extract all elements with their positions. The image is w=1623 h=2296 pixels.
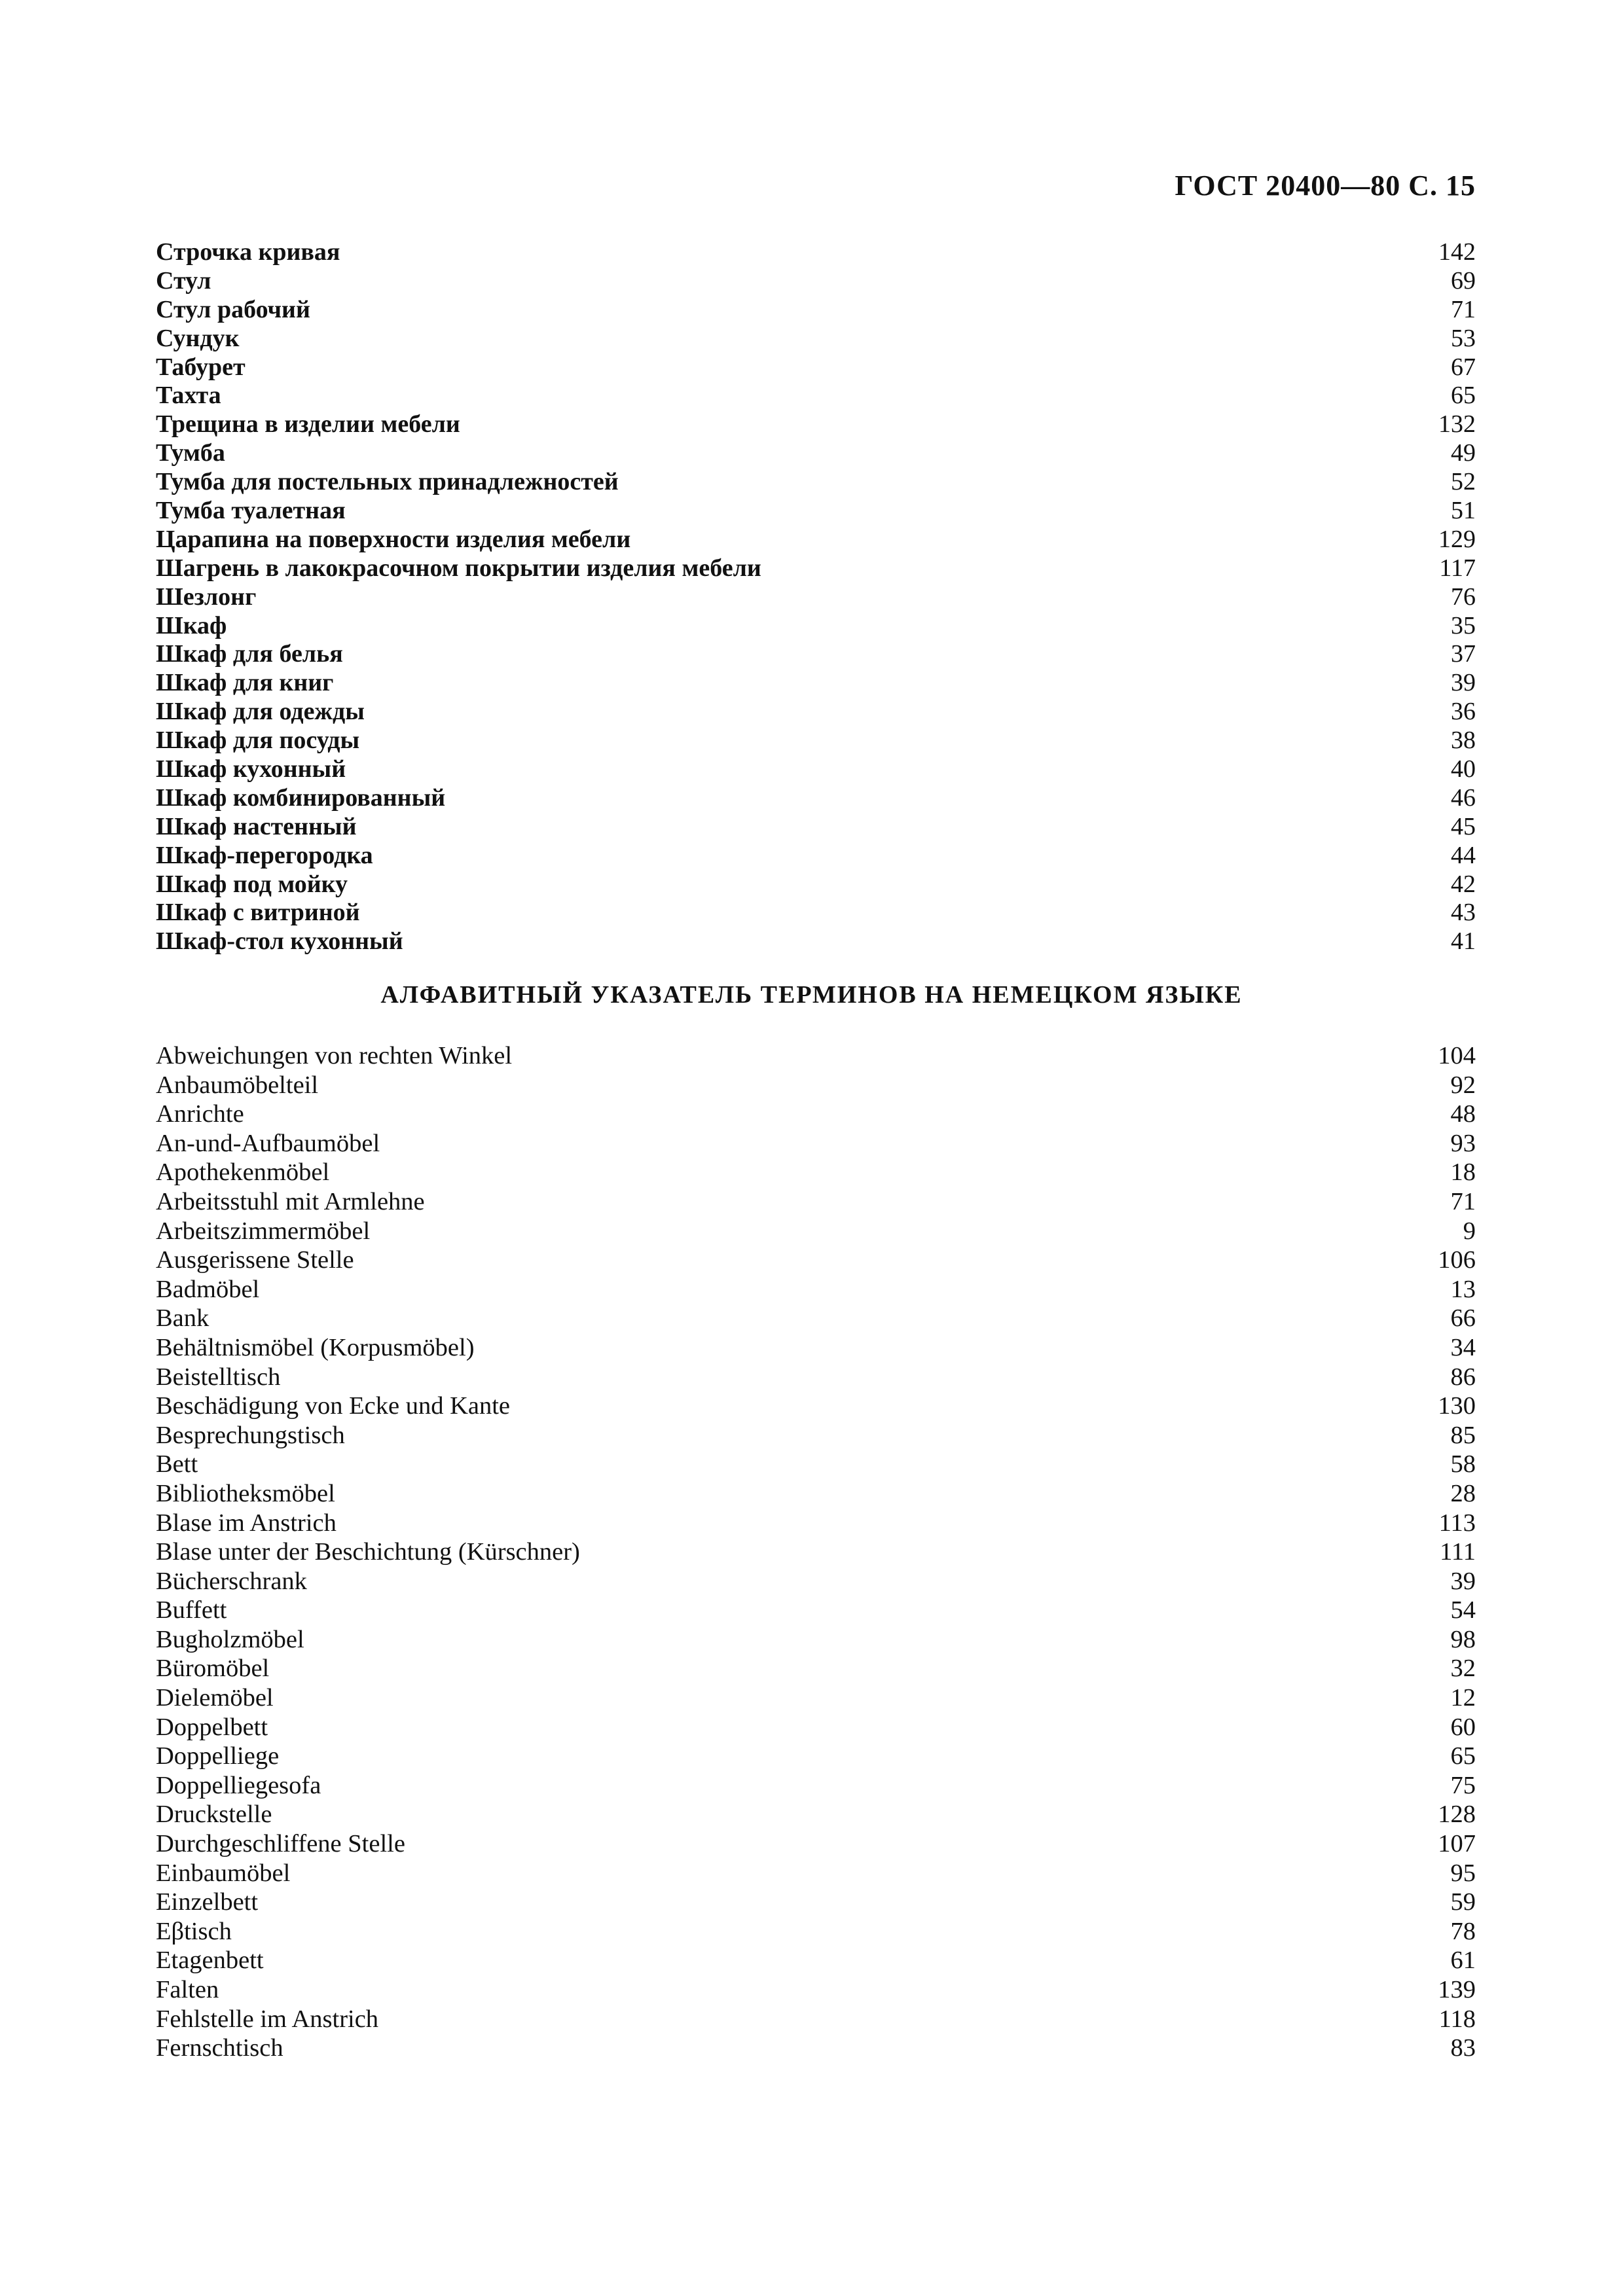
index-number: 75 [1450, 1771, 1476, 1799]
index-term: Buffett [156, 1596, 227, 1624]
index-number: 48 [1450, 1100, 1476, 1128]
index-entry [156, 1391, 1476, 1421]
index-number: 93 [1450, 1129, 1476, 1157]
index-term: Badmöbel [156, 1275, 260, 1303]
index-term: Bett [156, 1450, 198, 1479]
index-number: 35 [1451, 611, 1476, 639]
index-number: 13 [1450, 1275, 1476, 1303]
index-entry [156, 1917, 1476, 1946]
index-entry [156, 1479, 1476, 1509]
index-entry [156, 1333, 1476, 1363]
index-term: Шкаф-стол кухонный [156, 927, 403, 956]
index-entry [156, 1071, 1476, 1100]
index-entry [156, 1567, 1476, 1596]
index-term: Beistelltisch [156, 1363, 281, 1391]
index-entry [156, 267, 1476, 296]
index-term: Тумба [156, 439, 225, 467]
index-entry [156, 554, 1476, 583]
index-entry [156, 899, 1476, 927]
index-number: 60 [1450, 1713, 1476, 1741]
index-number: 12 [1450, 1684, 1476, 1712]
index-entry [156, 1829, 1476, 1859]
german-term-index [156, 1041, 1476, 2063]
index-number: 49 [1451, 439, 1476, 467]
index-term: Beschädigung von Ecke und Kante [156, 1392, 510, 1420]
index-entry [156, 1946, 1476, 1975]
index-term: Fehlstelle im Anstrich [156, 2005, 379, 2033]
index-term: Besprechungstisch [156, 1421, 345, 1449]
index-term: Шезлонг [156, 583, 257, 611]
index-entry [156, 497, 1476, 526]
index-entry [156, 410, 1476, 439]
index-entry [156, 726, 1476, 755]
index-term: Шкаф-перегородка [156, 841, 373, 869]
index-term: Blase im Anstrich [156, 1509, 337, 1537]
index-term: Шкаф для книг [156, 669, 334, 697]
index-term: Apothekenmöbel [156, 1158, 330, 1187]
index-entry [156, 1509, 1476, 1538]
index-term: Abweichungen von rechten Winkel [156, 1042, 513, 1069]
index-number: 34 [1450, 1333, 1476, 1361]
index-entry [156, 784, 1476, 813]
index-term: Стул [156, 266, 211, 295]
index-entry [156, 870, 1476, 899]
index-number: 129 [1438, 525, 1476, 553]
index-number: 92 [1450, 1071, 1476, 1099]
index-number: 59 [1450, 1888, 1476, 1916]
index-term: Шкаф с витриной [156, 899, 360, 927]
index-number: 46 [1451, 783, 1476, 812]
index-entry [156, 927, 1476, 956]
index-number: 58 [1450, 1450, 1476, 1479]
index-number: 71 [1450, 1187, 1476, 1215]
index-term: Шкаф для одежды [156, 698, 365, 726]
index-entry [156, 526, 1476, 554]
index-number: 43 [1451, 899, 1476, 927]
index-entry [156, 1683, 1476, 1713]
index-number: 53 [1451, 324, 1476, 352]
index-entry [156, 439, 1476, 468]
index-term: Durchgeschliffene Stelle [156, 1830, 405, 1858]
index-term: Bank [156, 1304, 210, 1333]
index-entry [156, 296, 1476, 325]
index-term: Стул рабочий [156, 295, 310, 323]
index-term: Doppelbett [156, 1713, 268, 1741]
russian-term-index [156, 238, 1476, 956]
index-number: 117 [1439, 554, 1476, 582]
index-term: Bugholzmöbel [156, 1625, 304, 1653]
page-header: ГОСТ 20400—80 С. 15 [1175, 170, 1476, 202]
index-number: 130 [1438, 1392, 1476, 1420]
index-entry [156, 1275, 1476, 1304]
index-term: Тумба туалетная [156, 497, 346, 525]
index-entry [156, 1771, 1476, 1801]
index-number: 61 [1450, 1946, 1476, 1975]
index-term: Einbaumöbel [156, 1859, 291, 1887]
index-term: Шкаф [156, 611, 227, 639]
index-term: Behältnismöbel (Korpusmöbel) [156, 1333, 475, 1361]
index-term: Строчка кривая [156, 238, 340, 266]
index-number: 40 [1451, 755, 1476, 783]
index-term: Büromöbel [156, 1655, 270, 1683]
index-term: Шкаф настенный [156, 812, 357, 840]
german-index-title: АЛФАВИТНЫЙ УКАЗАТЕЛЬ ТЕРМИНОВ НА НЕМЕЦКОМ ЯЗЫКЕ [380, 981, 1243, 1009]
index-number: 95 [1450, 1859, 1476, 1887]
index-number: 42 [1451, 870, 1476, 898]
index-term: Einzelbett [156, 1888, 259, 1916]
index-entry [156, 1537, 1476, 1567]
index-term: Табурет [156, 353, 246, 381]
index-entry [156, 1713, 1476, 1742]
index-entry [156, 813, 1476, 842]
index-entry [156, 1100, 1476, 1129]
index-number: 32 [1450, 1655, 1476, 1683]
index-term: Dielemöbel [156, 1684, 274, 1712]
index-entry [156, 1304, 1476, 1333]
index-entry [156, 755, 1476, 784]
index-number: 104 [1438, 1042, 1476, 1069]
index-number: 111 [1440, 1538, 1476, 1566]
index-entry [156, 1800, 1476, 1829]
index-entry [156, 1596, 1476, 1625]
index-entry [156, 1217, 1476, 1246]
index-entry [156, 1158, 1476, 1187]
index-term: Falten [156, 1976, 219, 2003]
index-number: 71 [1451, 295, 1476, 323]
index-number: 86 [1450, 1363, 1476, 1391]
index-term: Doppelliege [156, 1742, 280, 1770]
index-number: 52 [1451, 468, 1476, 496]
index-entry [156, 1363, 1476, 1392]
index-number: 38 [1451, 726, 1476, 755]
index-term: Шкаф для посуды [156, 726, 360, 755]
index-term: Тумба для постельных принадлежностей [156, 468, 619, 496]
index-term: Шкаф комбинированный [156, 783, 446, 812]
index-entry [156, 382, 1476, 410]
index-entry [156, 669, 1476, 698]
index-number: 9 [1463, 1217, 1476, 1245]
index-number: 113 [1438, 1509, 1476, 1537]
index-term: Сундук [156, 324, 240, 352]
index-term: Anbaumöbelteil [156, 1071, 319, 1099]
index-term: Arbeitszimmermöbel [156, 1217, 371, 1245]
index-term: Царапина на поверхности изделия мебели [156, 525, 631, 553]
index-number: 76 [1451, 583, 1476, 611]
index-term: Druckstelle [156, 1801, 272, 1829]
index-number: 36 [1451, 698, 1476, 726]
index-number: 78 [1450, 1917, 1476, 1945]
index-entry [156, 1129, 1476, 1158]
index-term: Etagenbett [156, 1946, 264, 1975]
index-entry [156, 468, 1476, 497]
index-number: 83 [1450, 2034, 1476, 2062]
index-term: Шкаф для белья [156, 640, 343, 668]
index-number: 67 [1451, 353, 1476, 381]
index-number: 41 [1451, 927, 1476, 956]
index-number: 18 [1450, 1158, 1476, 1187]
index-number: 37 [1451, 640, 1476, 668]
index-entry [156, 1654, 1476, 1683]
index-number: 66 [1450, 1304, 1476, 1333]
index-term: Arbeitsstuhl mit Armlehne [156, 1187, 425, 1215]
index-entry [156, 1450, 1476, 1479]
index-number: 65 [1450, 1742, 1476, 1770]
index-term: Шкаф кухонный [156, 755, 346, 783]
index-entry [156, 1421, 1476, 1450]
index-entry [156, 1742, 1476, 1771]
index-number: 45 [1451, 812, 1476, 840]
index-number: 69 [1451, 266, 1476, 295]
index-number: 51 [1451, 497, 1476, 525]
index-entry [156, 1187, 1476, 1217]
index-entry [156, 1975, 1476, 2005]
index-term: Fernschtisch [156, 2034, 283, 2062]
index-entry [156, 2005, 1476, 2034]
index-number: 128 [1438, 1801, 1476, 1829]
index-number: 118 [1438, 2005, 1476, 2033]
index-entry [156, 640, 1476, 669]
index-entry [156, 698, 1476, 726]
index-entry [156, 1859, 1476, 1888]
index-number: 28 [1450, 1479, 1476, 1507]
index-number: 107 [1438, 1830, 1476, 1858]
index-number: 65 [1451, 382, 1476, 410]
index-entry [156, 612, 1476, 641]
index-term: Ausgerissene Stelle [156, 1246, 354, 1274]
index-number: 142 [1438, 238, 1476, 266]
index-number: 44 [1451, 841, 1476, 869]
index-term: Anrichte [156, 1100, 244, 1128]
index-term: Bibliotheksmöbel [156, 1479, 335, 1507]
index-term: Blase unter der Beschichtung (Kürschner) [156, 1538, 580, 1566]
index-number: 85 [1450, 1421, 1476, 1449]
index-term: An-und-Aufbaumöbel [156, 1129, 380, 1157]
index-term: Bücherschrank [156, 1567, 307, 1595]
index-number: 106 [1438, 1246, 1476, 1274]
index-entry [156, 1246, 1476, 1275]
index-term: Doppelliegesofa [156, 1771, 321, 1799]
index-entry [156, 2034, 1476, 2063]
index-term: Eβtisch [156, 1917, 232, 1945]
index-entry [156, 238, 1476, 267]
index-term: Трещина в изделии мебели [156, 410, 460, 439]
index-number: 39 [1450, 1567, 1476, 1595]
index-entry [156, 1625, 1476, 1655]
index-entry [156, 325, 1476, 353]
index-number: 54 [1450, 1596, 1476, 1624]
index-term: Шкаф под мойку [156, 870, 348, 898]
index-term: Тахта [156, 382, 221, 410]
index-entry [156, 842, 1476, 870]
index-term: Шагрень в лакокрасочном покрытии изделия мебели [156, 554, 761, 582]
index-number: 132 [1438, 410, 1476, 439]
index-entry [156, 583, 1476, 612]
index-number: 139 [1438, 1976, 1476, 2003]
index-entry [156, 1041, 1476, 1071]
index-number: 98 [1450, 1625, 1476, 1653]
index-entry [156, 353, 1476, 382]
index-entry [156, 1888, 1476, 1917]
index-number: 39 [1451, 669, 1476, 697]
